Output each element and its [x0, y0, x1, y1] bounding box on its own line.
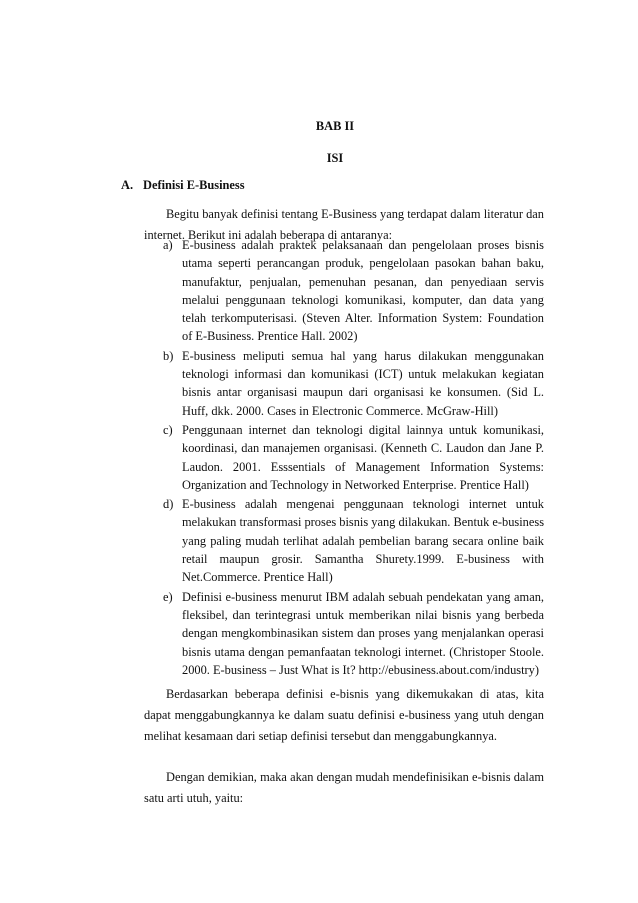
definition-text: E-business adalah praktek pelaksanaan dan pengelolaan proses bisnis utama seperti perancangan produk, pengelolaan pasokan bahan baku, manufaktur, penjualan, pemenuhan pesanan, dan penyediaan servis melalui penggunaan teknologi komunikasi, komputer, dan data yang telah terkomputerisasi. (Steven Alter. Information System: Foundation of E-Business. Prentice Hall. 2002): [182, 238, 544, 344]
definition-text: E-business adalah mengenai penggunaan teknologi internet untuk melakukan transformasi proses bisnis yang dilakukan. Bentuk e-business yang paling mudah terlihat adalah pembelian barang secara online baik retail maupun grosir. Samantha Shurety.1999. E-business with Net.Commerce. Prentice Hall): [182, 497, 545, 585]
definition-text: Definisi e-business menurut IBM adalah sebuah pendekatan yang aman, fleksibel, dan terintegrasi untuk memberikan nilai bisnis yang berbeda dengan mengkombinasikan sistem dan proses yang menjalankan operasi bisnis utama dengan pemanfaatan teknologi internet. (Christoper Stoole. 2000. E-business – Just What is It? http://ebusiness.about.com/industry): [182, 589, 544, 677]
definition-list: [152, 236, 544, 680]
definition-marker: a): [163, 238, 173, 252]
definition-marker: e): [163, 589, 173, 604]
definition-marker: c): [163, 422, 173, 437]
definition-item: [152, 495, 544, 586]
definition-item: [152, 588, 544, 679]
section-title: Definisi E-Business: [143, 178, 245, 192]
definition-item: [152, 236, 544, 346]
definition-text: E-business meliputi semua hal yang harus dilakukan menggunakan teknologi informasi dan komunikasi (ICT) untuk melakukan kegiatan bisnis antar organisasi maupun dari organisasi ke konsumen. (Sid L. Huff, dkk. 2000. Cases in Electronic Commerce. McGraw-Hill): [182, 348, 544, 418]
section-marker: A.: [121, 178, 134, 192]
definition-item: [152, 421, 544, 494]
definition-text: Penggunaan internet dan teknologi digital lainnya untuk komunikasi, koordinasi, dan manajemen organisasi. (Kenneth C. Laudon dan Jane P. Laudon. 2001. Esssentials of Management Information Systems: Organization and Technology in Networked Enterprise. Prentice Hall): [182, 422, 544, 492]
definition-marker: d): [163, 497, 174, 512]
intro-paragraph: Begitu banyak definisi tentang E-Business yang terdapat dalam literatur dan internet. Berikut ini adalah beberapa di antaranya:: [144, 207, 544, 242]
definition-marker: b): [163, 348, 174, 363]
closing-paragraph: Dengan demikian, maka akan dengan mudah mendefinisikan e-bisnis dalam satu arti utuh, yaitu:: [144, 770, 544, 805]
chapter-subtitle: ISI: [326, 151, 344, 165]
definition-item: [152, 347, 544, 420]
section-heading: [121, 178, 245, 193]
conclusion-paragraph: Berdasarkan beberapa definisi e-bisnis yang dikemukakan di atas, kita dapat menggabungkannya ke dalam suatu definisi e-business yang utuh dengan melihat kesamaan dari setiap definisi tersebut dan menggabungkannya.: [144, 687, 544, 743]
chapter-title: BAB II: [315, 119, 355, 133]
